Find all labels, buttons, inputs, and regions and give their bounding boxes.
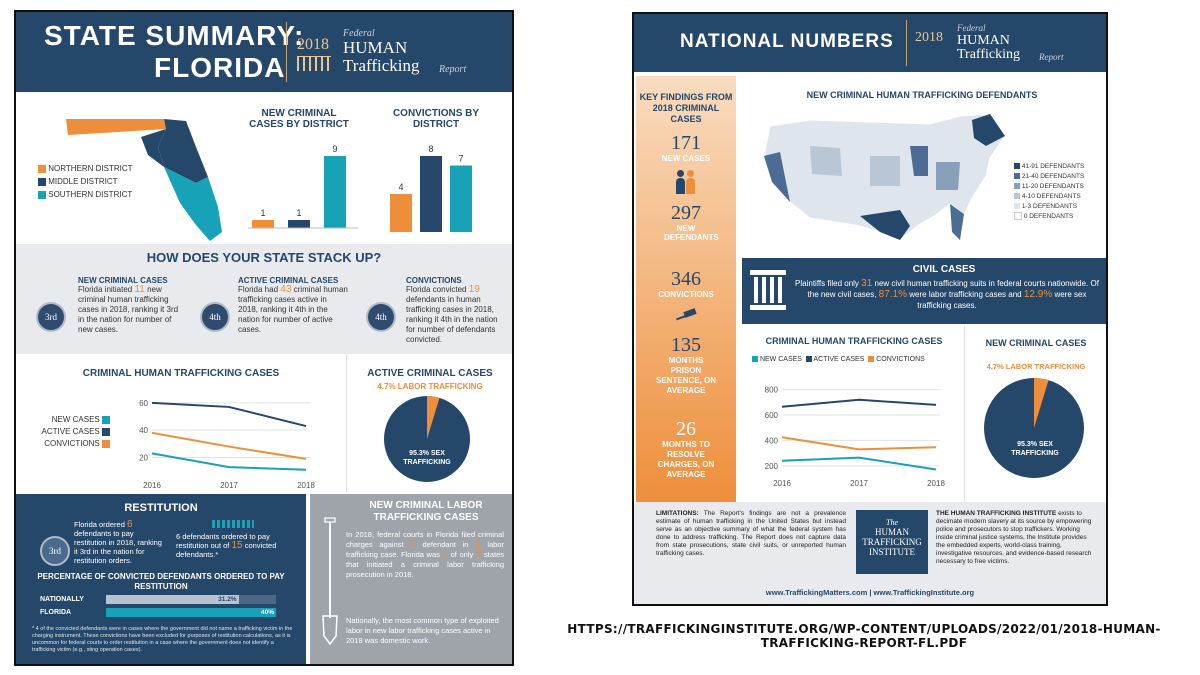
florida-label: FLORIDA [40, 609, 72, 616]
y-tick-label: 200 [764, 461, 778, 471]
key-sentence-label: MONTHS PRISON SENTENCE, ON AVERAGE [656, 356, 717, 395]
stack-active-cases-title: ACTIVE CRIMINAL CASES [238, 276, 339, 285]
x-tick-label: 2016 [773, 479, 791, 488]
us-defendants-map [750, 106, 1020, 254]
gavel-icon [674, 310, 698, 324]
us-map-legend [1014, 162, 1084, 222]
source-url[interactable]: HTTPS://TRAFFICKINGINSTITUTE.ORG/WP-CONTENT/UPLOADS/2022/01/2018-HUMAN-TRAFFICKING-REPORT-FL.PDF [567, 622, 1161, 650]
map-legend [38, 164, 133, 199]
y-tick-label: 60 [139, 398, 148, 408]
stack-active-cases-pre: Florida had [238, 285, 279, 294]
y-tick-label: 800 [764, 385, 778, 395]
logo-report: Report [1039, 52, 1064, 62]
left-title-line1: STATE SUMMARY: [44, 20, 305, 51]
civil-title: CIVIL CASES [912, 264, 976, 275]
florida-value: 40% [260, 609, 274, 616]
key-defendants-num: 297 [671, 202, 701, 224]
logo-federal: Federal [343, 28, 375, 39]
left-line-chart [116, 390, 316, 490]
defendant-figures-icon [212, 520, 254, 528]
logo-trafficking: Trafficking [343, 56, 420, 75]
district-bar [324, 156, 346, 228]
district-bar-label: 4 [398, 182, 404, 192]
left-report-logo [286, 22, 487, 82]
restitution-right-text: 6 defendants ordered to pay restitution out of 15 convicted defendants.* [176, 532, 277, 559]
institute-text: THE HUMAN TRAFFICKING INSTITUTE exists to decimate modern slavery at its source by empowering police and prosecutors to stop traffickers. Working inside criminal justice systems, the Institute provides the embedded experts, world-class training, investigative resources, and evidence-based research necessary to free victims. [936, 510, 1092, 565]
us-map-title: NEW CRIMINAL HUMAN TRAFFICKING DEFENDANTS [806, 90, 1038, 100]
stack-new-cases-title: NEW CRIMINAL CASES [78, 276, 168, 285]
active-pie-chart [382, 394, 472, 484]
key-defendants-label: NEW DEFENDANTS [664, 224, 719, 242]
key-findings-title: KEY FINDINGS FROM 2018 CRIMINAL CASES [639, 92, 733, 124]
district-bar [288, 220, 310, 228]
limitations-text: LIMITATIONS: The Report's findings are not a prevalence estimate of human trafficking in the United States but instead serve as an objective summary of what the federal system has done to address trafficking. The Report does not capture data from state prosecutions, state civil suits, or unreported human trafficking cases. [656, 510, 846, 557]
labor-title: NEW CRIMINAL LABOR TRAFFICKING CASES [369, 500, 483, 523]
logo-human: HUMAN [957, 33, 1010, 48]
y-tick-label: 400 [764, 436, 778, 446]
key-resolve-label: MONTHS TO RESOLVE CHARGES, ON AVERAGE [657, 440, 715, 479]
district-bar-label: 7 [458, 153, 464, 164]
stack-convictions-num: 19 [468, 284, 480, 295]
x-tick-label: 2018 [297, 481, 315, 490]
footer-links[interactable]: www.TraffickingMatters.com | www.TraffickingInstitute.org [765, 588, 975, 597]
district-bar [390, 194, 412, 232]
district-bar-label: 9 [332, 144, 338, 154]
key-convictions-label: CONVICTIONS [658, 290, 714, 299]
right-line-legend: NEW CASES ACTIVE CASES CONVICTIONS [752, 356, 925, 363]
district-bar [420, 156, 442, 232]
key-resolve-num: 26 [676, 418, 696, 440]
legend-middle: MIDDLE DISTRICT [38, 177, 133, 186]
stack-convictions-title: CONVICTIONS [406, 276, 462, 285]
stack-convictions-pre: Florida convicted [406, 285, 467, 294]
district-bar-label: 1 [260, 208, 266, 218]
restitution-text: Florida ordered 6 defendants to pay restitution in 2018, ranking it 3rd in the nation for restitution orders. [74, 519, 162, 565]
district-bar-label: 8 [428, 144, 434, 154]
right-pie-title: NEW CRIMINAL CASES [985, 338, 1087, 348]
active-pie-labor-label: 4.7% LABOR TRAFFICKING [377, 382, 483, 391]
district-bar-label: 1 [296, 208, 302, 218]
institute-logo-line2: HUMAN [874, 527, 909, 537]
active-pie-sex-label: 95.3% SEX TRAFFICKING [403, 450, 451, 466]
stack-convictions-post: defendants in human trafficking cases in 2018, ranking it 4th in the nation for number of defendants convicted. [406, 295, 498, 344]
key-new-cases-num: 171 [671, 132, 701, 154]
right-header [634, 14, 1106, 72]
legend-southern: SOUTHERN DISTRICT [38, 190, 133, 199]
logo-year: 2018 [915, 30, 943, 45]
district-bar [450, 166, 472, 233]
restitution-footnote: * 4 of the convicted defendants were in cases where the government did not name a trafficking victim in the charging instrument. These convictions have been excluded for purposes of restitution calculations, as it is uncommon for federal courts to order restitution in a case where the government does not identify a trafficking victim (e.g., sting operation cases). [32, 626, 293, 653]
x-tick-label: 2017 [220, 481, 238, 490]
logo-year: 2018 [297, 36, 329, 53]
right-pie-labor-label: 4.7% LABOR TRAFFICKING [986, 362, 1086, 371]
stack-title: HOW DOES YOUR STATE STACK UP? [146, 250, 382, 265]
people-icon [676, 170, 696, 194]
y-tick-label: 40 [139, 426, 148, 436]
x-tick-label: 2016 [143, 481, 161, 490]
legend-4-10: 4-10 DEFENDANTS [1014, 192, 1084, 202]
key-new-cases-label: NEW CASES [661, 154, 711, 163]
right-line-chart [746, 376, 946, 488]
institute-logo [856, 510, 928, 574]
restitution-title: RESTITUTION [124, 502, 198, 514]
left-title-line2: FLORIDA [154, 52, 286, 83]
legend-1-3: 1-3 DEFENDANTS [1014, 202, 1084, 212]
key-convictions-num: 346 [671, 268, 701, 290]
series-line-convictions [782, 437, 936, 449]
new-cases-district-title: NEW CRIMINAL CASES BY DISTRICT [249, 108, 349, 130]
stack-convictions [406, 276, 506, 345]
logo-federal: Federal [957, 23, 986, 33]
right-pie-chart [982, 376, 1086, 480]
series-line-new-cases [782, 458, 936, 470]
y-tick-label: 600 [764, 411, 778, 421]
right-pie-sex-label: 95.3% SEX TRAFFICKING [1011, 441, 1059, 457]
restitution-medal-icon: 3rd [40, 536, 70, 566]
series-line-convictions [152, 433, 306, 459]
logo-human: HUMAN [343, 38, 408, 57]
new-cases-district-chart [248, 140, 358, 232]
state-summary-sheet [14, 10, 514, 666]
civil-text: Plaintiffs filed only 31 new civil human trafficking suits in federal courts nationwide. Of the new civil cases, 87.1% were labor trafficking cases and 12.9% were sex trafficking cases. [795, 278, 1099, 310]
legend-21-40: 21-40 DEFENDANTS [1014, 172, 1084, 182]
convictions-district-chart [386, 140, 486, 232]
legend-0: 0 DEFENDANTS [1014, 212, 1084, 222]
florida-bar-track [106, 608, 276, 617]
legend-41-91: 41-91 DEFENDANTS [1014, 162, 1084, 172]
left-line-legend: NEW CASES ACTIVE CASES CONVICTIONS [40, 414, 110, 450]
x-tick-label: 2017 [850, 479, 868, 488]
series-line-active-cases [782, 400, 936, 407]
right-title: NATIONAL NUMBERS [680, 31, 894, 52]
nationally-label: NATIONALLY [40, 596, 84, 603]
district-bar [252, 220, 274, 228]
legend-11-20: 11-20 DEFENDANTS [1014, 182, 1084, 192]
left-header [16, 12, 512, 92]
rank-medal-icon: 4th [200, 302, 230, 332]
logo-trafficking: Trafficking [957, 47, 1020, 62]
stack-new-cases-num: 11 [134, 284, 145, 295]
logo-report: Report [439, 64, 467, 75]
active-pie-title: ACTIVE CRIMINAL CASES [367, 368, 493, 379]
y-tick-label: 20 [139, 453, 148, 463]
stack-new-cases [78, 276, 182, 335]
left-line-title: CRIMINAL HUMAN TRAFFICKING CASES [82, 368, 280, 379]
shovel-icon [320, 516, 340, 646]
right-report-logo [906, 20, 1087, 66]
right-line-title: CRIMINAL HUMAN TRAFFICKING CASES [765, 336, 943, 346]
florida-bar [106, 608, 276, 617]
rank-medal-icon: 3rd [36, 302, 66, 332]
stack-active-cases-post: criminal human trafficking cases active in 2018, ranking it 4th in the nation for number of active cases. [238, 285, 348, 334]
stack-new-cases-post: new criminal human trafficking cases in 2018, ranking it 3rd in the nation for number of new cases. [78, 285, 179, 334]
x-tick-label: 2018 [927, 479, 945, 488]
stack-new-cases-pre: Florida initiated [78, 285, 133, 294]
rank-medal-icon: 4th [366, 302, 396, 332]
labor-p2: Nationally, the most common type of exploited labor in new labor trafficking cases active in 2018 was domestic work. [346, 616, 499, 645]
convictions-district-title: CONVICTIONS BY DISTRICT [392, 108, 480, 130]
institute-logo-line1: The [886, 518, 898, 527]
logo-bars-icon [297, 56, 331, 71]
institute-logo-line4: INSTITUTE [869, 547, 915, 557]
institute-logo-line3: TRAFFICKING [862, 537, 922, 547]
national-numbers-sheet [632, 12, 1108, 606]
nationally-value: 31.2% [218, 596, 237, 603]
labor-p1: In 2018, federal courts in Florida filed criminal charges against 1 defendant in 1 labor trafficking case. Florida was 1 of only 7 states that initiated a criminal labor trafficking prosecution in 2018. [346, 530, 504, 579]
stack-active-cases-num: 43 [280, 284, 292, 295]
legend-northern: NORTHERN DISTRICT [38, 164, 133, 173]
stack-active-cases [238, 276, 348, 335]
nationally-bar [106, 595, 239, 604]
pillar-icon [750, 270, 786, 310]
key-sentence-num: 135 [671, 334, 701, 356]
restitution-pct-title: PERCENTAGE OF CONVICTED DEFENDANTS ORDERED TO PAY RESTITUTION [37, 572, 285, 591]
series-line-active-cases [152, 403, 306, 426]
nationally-bar-track [106, 595, 276, 604]
